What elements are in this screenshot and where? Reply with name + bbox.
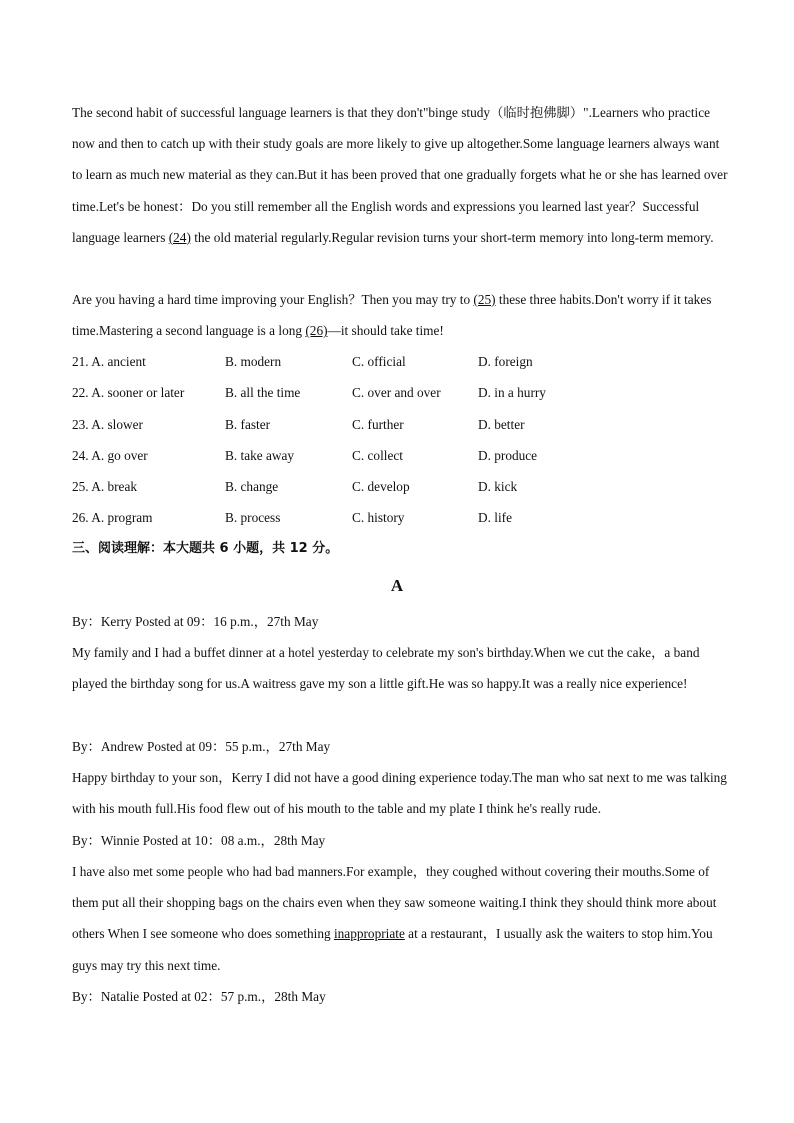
option-a: 21. A. ancient	[72, 354, 146, 369]
question-options	[72, 502, 728, 533]
option-a: 25. A. break	[72, 479, 137, 494]
question-options	[72, 409, 728, 440]
question-options	[72, 377, 728, 408]
section-text: 三、阅读理解：本大题共	[72, 541, 220, 556]
post-text: I have also met some people who had bad manners.For example，they coughed without covering their mouths.Some of them put all their shopping bags on the chairs even when they saw someone waiting.I think they should think more about others When I see someone who does something	[72, 864, 717, 942]
question-options	[72, 346, 728, 377]
option-a: 22. A. sooner or later	[72, 385, 185, 400]
option-b: B. all the time	[225, 385, 301, 400]
post-header: By：Natalie Posted at 02：57 p.m.，28th May	[72, 989, 326, 1004]
passage-text: the old material regularly.Regular revision turns your short-term memory into long-term memory.	[190, 229, 714, 245]
post-body	[72, 856, 728, 981]
option-d: D. foreign	[478, 354, 533, 369]
option-b: B. modern	[225, 354, 282, 369]
blank-24: (24)	[168, 229, 191, 245]
option-d: D. produce	[478, 448, 538, 463]
post-body: Happy birthday to your son，Kerry I did not have a good dining experience today.The man who sat next to me was talking with his mouth full.His food flew out of his mouth to the table and my plate I think he's really rude.	[72, 770, 727, 817]
option-c: C. official	[352, 354, 406, 369]
option-a: 23. A. slower	[72, 417, 143, 432]
option-d: D. in a hurry	[478, 385, 546, 400]
post-header: By：Winnie Posted at 10：08 a.m.，28th May	[72, 833, 326, 848]
underlined-word: inappropriate	[333, 926, 405, 942]
reading-title: A	[390, 576, 404, 595]
blank-26: (26)	[305, 323, 328, 339]
post-header: By：Kerry Posted at 09：16 p.m.，27th May	[72, 614, 319, 629]
passage-paragraph-1	[72, 97, 728, 253]
section-text: 分。	[307, 541, 339, 556]
section-score: 12	[289, 541, 308, 556]
option-d: D. kick	[478, 479, 518, 494]
option-b: B. process	[225, 510, 281, 525]
section-heading	[72, 537, 338, 561]
section-count: 6	[219, 541, 229, 556]
option-d: D. better	[478, 417, 525, 432]
passage-text: The second habit of successful language learners is that they don't"binge study（临时抱佛脚）".Learners who practice now and then to catch up with their study goals are more likely to give up altogether.Some language learners always want to learn as much new material as they can.But it has been proved that one gradually forgets what he or she has learned over time.Let's be honest：Do you still remember all the English words and expressions you learned last year？Successful language learners	[72, 105, 728, 245]
passage-text: Are you having a hard time improving your English？Then you may try to	[72, 292, 474, 307]
section-text: 小题，共	[228, 541, 290, 556]
option-c: C. over and over	[352, 385, 441, 400]
option-d: D. life	[478, 510, 512, 525]
option-a: 24. A. go over	[72, 448, 148, 463]
post-text: at a restaurant，I usually ask the waiters to stop him.You guys may try this next time.	[72, 926, 713, 973]
option-b: B. take away	[225, 448, 295, 463]
post-header: By：Andrew Posted at 09：55 p.m.，27th May	[72, 739, 331, 754]
option-a: 26. A. program	[72, 510, 153, 525]
option-b: B. faster	[225, 417, 271, 432]
passage-text: —it should take time!	[327, 323, 444, 339]
post-body: My family and I had a buffet dinner at a hotel yesterday to celebrate my son's birthday.When we cut the cake，a band played the birthday song for us.A waitress gave my son a little gift.He was so happy.It was a really nice experience!	[72, 645, 700, 692]
blank-25: (25)	[473, 292, 496, 307]
passage-text: these three habits.Don't worry if it takes time.Mastering a second language is a long	[72, 292, 712, 339]
question-options	[72, 471, 728, 502]
question-options	[72, 440, 728, 471]
option-c: C. further	[352, 417, 404, 432]
option-c: C. history	[352, 510, 405, 525]
option-c: C. develop	[352, 479, 410, 494]
option-c: C. collect	[352, 448, 403, 463]
passage-paragraph-2	[72, 284, 728, 346]
option-b: B. change	[225, 479, 279, 494]
